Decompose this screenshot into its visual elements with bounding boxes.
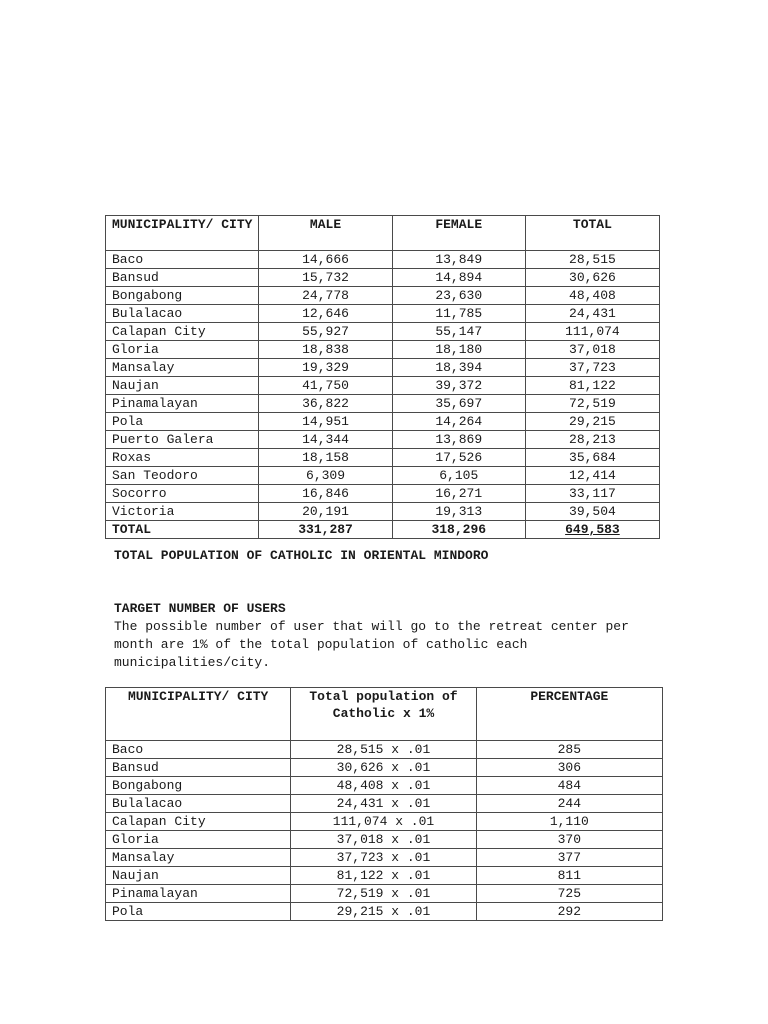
total-cell: 29,215 <box>525 413 659 431</box>
table-row <box>106 903 663 921</box>
table-row <box>106 759 663 777</box>
male-cell: 19,329 <box>259 359 392 377</box>
population-table-body <box>106 251 660 539</box>
female-cell: 17,526 <box>392 449 525 467</box>
municipality-cell: Pinamalayan <box>106 395 259 413</box>
table-row <box>106 777 663 795</box>
target-section-description: The possible number of user that will go to the retreat center per month are 1% of the total population of catholic each municipalities/city. <box>114 619 629 670</box>
percentage-cell: 292 <box>476 903 662 921</box>
percentage-cell: 1,110 <box>476 813 662 831</box>
female-cell: 35,697 <box>392 395 525 413</box>
table-row <box>106 287 660 305</box>
municipality-cell: Mansalay <box>106 359 259 377</box>
municipality-cell: Socorro <box>106 485 259 503</box>
female-cell: 14,264 <box>392 413 525 431</box>
total-cell: 72,519 <box>525 395 659 413</box>
calculation-cell: 81,122 x .01 <box>291 867 476 885</box>
total-cell: 30,626 <box>525 269 659 287</box>
municipality-cell: Bongabong <box>106 287 259 305</box>
table-row <box>106 813 663 831</box>
municipality-cell: Calapan City <box>106 323 259 341</box>
female-cell: 13,849 <box>392 251 525 269</box>
male-cell: 14,951 <box>259 413 392 431</box>
municipality-cell: Mansalay <box>106 849 291 867</box>
users-table-body <box>106 741 663 921</box>
total-cell: 48,408 <box>525 287 659 305</box>
municipality-cell: Bulalacao <box>106 795 291 813</box>
calculation-cell: 37,018 x .01 <box>291 831 476 849</box>
header-female: FEMALE <box>392 216 525 251</box>
total-cell: 12,414 <box>525 467 659 485</box>
total-male-cell: 331,287 <box>259 521 392 539</box>
header-total: TOTAL <box>525 216 659 251</box>
calculation-cell: 111,074 x .01 <box>291 813 476 831</box>
table-row <box>106 323 660 341</box>
percentage-cell: 484 <box>476 777 662 795</box>
female-cell: 18,180 <box>392 341 525 359</box>
female-cell: 19,313 <box>392 503 525 521</box>
total-label-cell: TOTAL <box>106 521 259 539</box>
municipality-cell: Gloria <box>106 341 259 359</box>
total-cell: 24,431 <box>525 305 659 323</box>
table-row <box>106 741 663 759</box>
municipality-cell: Pinamalayan <box>106 885 291 903</box>
total-cell: 39,504 <box>525 503 659 521</box>
grand-total-value: 649,583 <box>565 522 620 537</box>
municipality-cell: Victoria <box>106 503 259 521</box>
municipality-cell: Baco <box>106 741 291 759</box>
municipality-cell: Puerto Galera <box>106 431 259 449</box>
users-table <box>105 687 663 921</box>
male-cell: 18,158 <box>259 449 392 467</box>
header-male: MALE <box>259 216 392 251</box>
calculation-cell: 30,626 x .01 <box>291 759 476 777</box>
female-cell: 11,785 <box>392 305 525 323</box>
table-row <box>106 377 660 395</box>
male-cell: 55,927 <box>259 323 392 341</box>
female-cell: 39,372 <box>392 377 525 395</box>
total-female-cell: 318,296 <box>392 521 525 539</box>
female-cell: 55,147 <box>392 323 525 341</box>
calculation-cell: 29,215 x .01 <box>291 903 476 921</box>
percentage-cell: 244 <box>476 795 662 813</box>
municipality-cell: Naujan <box>106 867 291 885</box>
percentage-cell: 377 <box>476 849 662 867</box>
population-table-caption: TOTAL POPULATION OF CATHOLIC IN ORIENTAL MINDORO <box>114 548 489 563</box>
grand-total-cell <box>525 521 659 539</box>
municipality-cell: Bulalacao <box>106 305 259 323</box>
male-cell: 14,666 <box>259 251 392 269</box>
total-cell: 28,213 <box>525 431 659 449</box>
table-row <box>106 867 663 885</box>
calculation-cell: 28,515 x .01 <box>291 741 476 759</box>
male-cell: 15,732 <box>259 269 392 287</box>
percentage-cell: 725 <box>476 885 662 903</box>
male-cell: 12,646 <box>259 305 392 323</box>
percentage-cell: 306 <box>476 759 662 777</box>
total-cell: 33,117 <box>525 485 659 503</box>
table-row <box>106 359 660 377</box>
female-cell: 18,394 <box>392 359 525 377</box>
total-cell: 111,074 <box>525 323 659 341</box>
male-cell: 41,750 <box>259 377 392 395</box>
population-table-header-row <box>106 216 660 251</box>
municipality-cell: Gloria <box>106 831 291 849</box>
female-cell: 14,894 <box>392 269 525 287</box>
male-cell: 14,344 <box>259 431 392 449</box>
users-header-population: Total population of Catholic x 1% <box>291 688 476 741</box>
percentage-cell: 370 <box>476 831 662 849</box>
table-row <box>106 251 660 269</box>
male-cell: 18,838 <box>259 341 392 359</box>
municipality-cell: Calapan City <box>106 813 291 831</box>
total-cell: 35,684 <box>525 449 659 467</box>
municipality-cell: Bongabong <box>106 777 291 795</box>
municipality-cell: Baco <box>106 251 259 269</box>
total-cell: 37,723 <box>525 359 659 377</box>
female-cell: 6,105 <box>392 467 525 485</box>
users-header-municipality: MUNICIPALITY/ CITY <box>106 688 291 741</box>
percentage-cell: 285 <box>476 741 662 759</box>
table-row <box>106 485 660 503</box>
calculation-cell: 48,408 x .01 <box>291 777 476 795</box>
total-row <box>106 521 660 539</box>
header-municipality: MUNICIPALITY/ CITY <box>106 216 259 251</box>
male-cell: 6,309 <box>259 467 392 485</box>
table-row <box>106 431 660 449</box>
male-cell: 36,822 <box>259 395 392 413</box>
table-row <box>106 395 660 413</box>
table-row <box>106 341 660 359</box>
municipality-cell: Bansud <box>106 759 291 777</box>
table-row <box>106 467 660 485</box>
table-row <box>106 413 660 431</box>
municipality-cell: Bansud <box>106 269 259 287</box>
female-cell: 16,271 <box>392 485 525 503</box>
municipality-cell: Naujan <box>106 377 259 395</box>
municipality-cell: San Teodoro <box>106 467 259 485</box>
municipality-cell: Pola <box>106 413 259 431</box>
male-cell: 16,846 <box>259 485 392 503</box>
users-table-header-row <box>106 688 663 741</box>
percentage-cell: 811 <box>476 867 662 885</box>
table-row <box>106 269 660 287</box>
table-row <box>106 849 663 867</box>
table-row <box>106 885 663 903</box>
table-row <box>106 305 660 323</box>
calculation-cell: 24,431 x .01 <box>291 795 476 813</box>
table-row <box>106 449 660 467</box>
population-table <box>105 215 660 539</box>
male-cell: 24,778 <box>259 287 392 305</box>
municipality-cell: Roxas <box>106 449 259 467</box>
female-cell: 23,630 <box>392 287 525 305</box>
users-header-percentage: PERCENTAGE <box>476 688 662 741</box>
table-row <box>106 795 663 813</box>
calculation-cell: 37,723 x .01 <box>291 849 476 867</box>
total-cell: 28,515 <box>525 251 659 269</box>
total-cell: 37,018 <box>525 341 659 359</box>
table-row <box>106 831 663 849</box>
table-row <box>106 503 660 521</box>
female-cell: 13,869 <box>392 431 525 449</box>
calculation-cell: 72,519 x .01 <box>291 885 476 903</box>
total-cell: 81,122 <box>525 377 659 395</box>
male-cell: 20,191 <box>259 503 392 521</box>
municipality-cell: Pola <box>106 903 291 921</box>
target-section-title: TARGET NUMBER OF USERS <box>114 601 286 616</box>
